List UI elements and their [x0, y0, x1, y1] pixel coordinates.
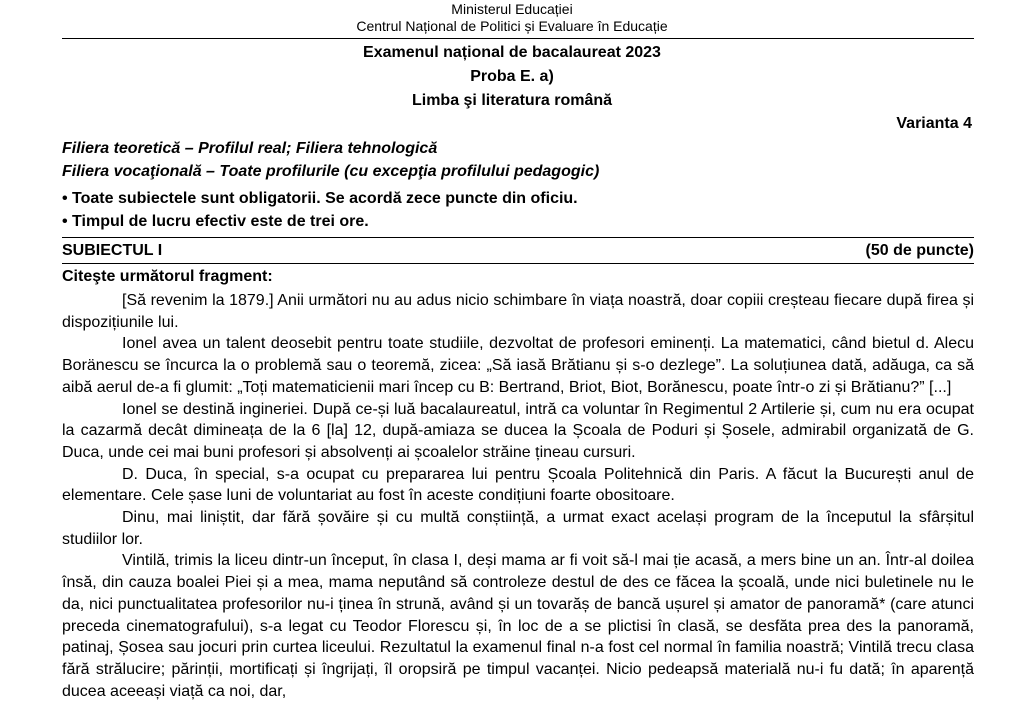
section-divider-bottom: [62, 263, 974, 264]
exam-title: Examenul național de bacalaureat 2023: [363, 44, 661, 61]
fragment-text: [62, 290, 974, 702]
section-points: (50 de puncte): [865, 242, 974, 259]
section-name: SUBIECTUL I: [62, 242, 163, 259]
paragraph: Ionel se destină ingineriei. După ce-și luă bacalaureatul, intră ca voluntar în Regimentul 2 Artilerie și, cum nu era ocupat la cazarmă decât dimineața de la 6 [la] 12, după-amiaza se ducea la Școala de Poduri și Șosele, admirabil organizată de G. Duca, unde cei mai buni profesori și absolvenți ai școalelor străine țineau cursuri.: [62, 400, 974, 461]
header-divider: [62, 38, 974, 39]
instruction: Citeşte următorul fragment:: [62, 268, 273, 285]
exam-proba: Proba E. a): [470, 68, 554, 85]
rule-item: • Toate subiectele sunt obligatorii. Se acordă zece puncte din oficiu.: [62, 190, 578, 207]
exam-variant: Varianta 4: [896, 115, 972, 132]
section-header: [62, 241, 974, 261]
section-divider-top: [62, 237, 974, 238]
filiera-line-2: Filiera vocaţională – Toate profilurile (cu excepţia profilului pedagogic): [62, 163, 600, 180]
filiera-line-1: Filiera teoretică – Profilul real; Filiera tehnologică: [62, 140, 438, 157]
paragraph: [Să revenim la 1879.] Anii următori nu au adus nicio schimbare în viața noastră, doar copiii creșteau fiecare după firea și dispozițiunile lui.: [62, 292, 974, 331]
ministry-name: Ministerul Educației: [451, 1, 573, 17]
paragraph: Dinu, mai liniștit, dar fără șovăire și cu multă conștiință, a urmat exact același program de la începutul la sfârșitul studiilor lor.: [62, 509, 974, 548]
paragraph: D. Duca, în special, s-a ocupat cu prepararea lui pentru Școala Politehnică din Paris. A făcut la București anul de elementare. Cele șase luni de voluntariat au fost în aceste condițiuni foarte obositoare.: [62, 465, 974, 505]
paragraph: Ionel avea un talent deosebit pentru toate studiile, dezvoltat de profesori eminenți. La matematici, când bietul d. Alecu Boränescu se încurca la o problemă sau o teoremă, zicea: „Să iasă Brătianu și s-o dezlege”. La soluțiunea dată, adăuga, ca să aibă aerul de-a fi glumit: „Toți matematicienii mari încep cu B: Bertrand, Briot, Biot, Borănescu, poate într-o zi și Brătianu?” [...]: [62, 335, 974, 396]
center-name: Centrul Național de Politici și Evaluare în Educație: [356, 18, 668, 34]
exam-subject: Limba şi literatura română: [411, 92, 613, 109]
paragraph: Vintilă, trimis la liceu dintr-un început, în clasa I, deși mama ar fi voit să-l mai ție acasă, a mers bine un an. Într-al doilea însă, din cauza boalei Piei și a mea, mama neputând să controleze destul de des ce făcea la școală, unde nici buletinele nu le da, nici punctualitatea profesorilor nu-i ținea în strună, având și un tovarăș de bancă ușurel și amator de panoramă* (care atunci preceda cinematografului), s-a legat cu Teodor Florescu și, în loc de a se plictisi în clasă, se desfăta prea des la panoramă, patinaj, Șosea sau jocuri prin curtea liceului. Rezultatul la examenul final n-a fost cel normal în familia noastră; Vintilă trecu clasa fără strălucire; părinții, mortificați și îngrijați, îl oropsiră pe timpul vacanței. Nicio pedeapsă materială nu-i fu dată; în aparență ducea aceeași viață ca noi, dar,: [62, 552, 974, 700]
rule-item: • Timpul de lucru efectiv este de trei ore.: [62, 213, 369, 230]
